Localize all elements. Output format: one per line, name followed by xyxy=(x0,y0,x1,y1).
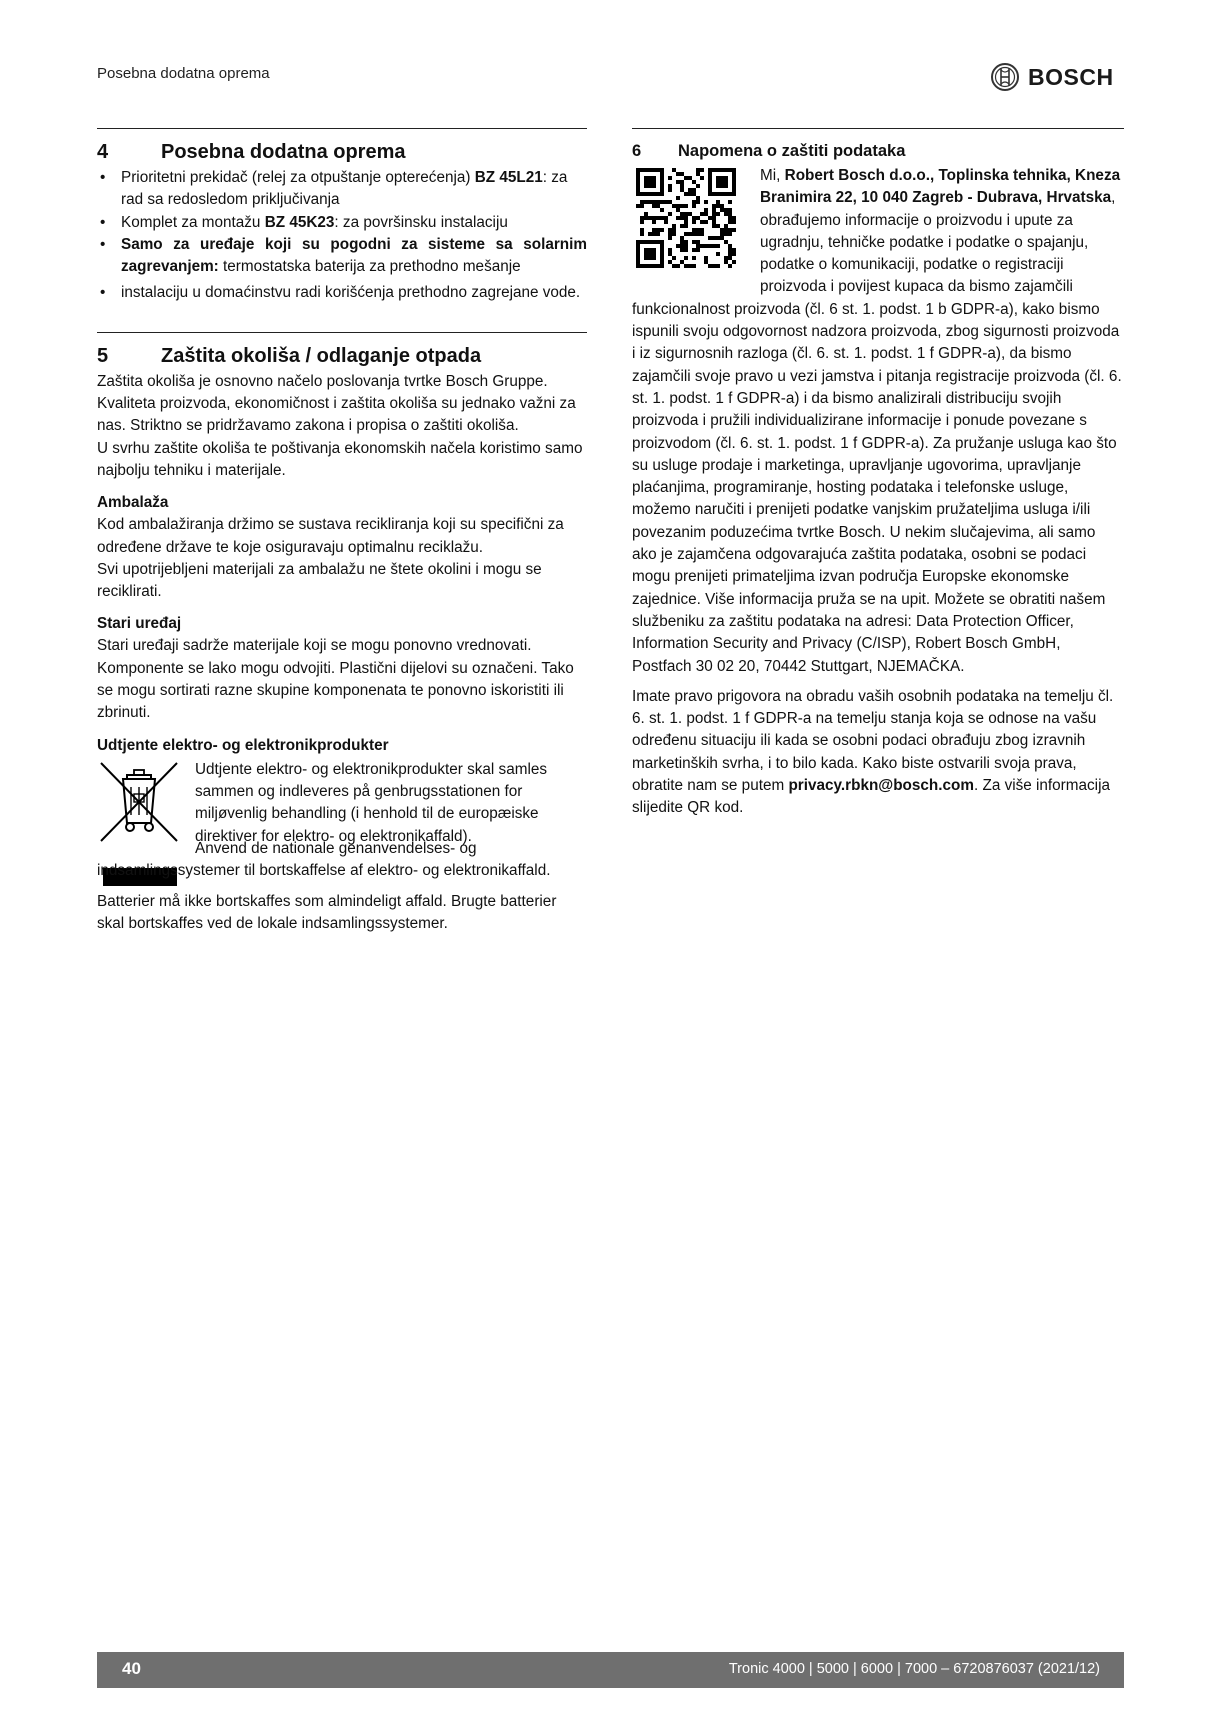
section-title: Zaštita okoliša / odlaganje otpada xyxy=(161,344,482,367)
subheading-old-device: Stari uređaj xyxy=(97,615,182,633)
section-title: Posebna dodatna oprema xyxy=(161,141,406,163)
paragraph: Anvend de nationale genanvendelses- og indsamlingssystemer til bortskaffelse af elektro- og elektronikaffald. xyxy=(97,839,551,880)
section-5-heading xyxy=(97,343,587,369)
paragraph: Udtjente elektro- og elektronikprodukter skal samles sammen og indleveres på genbrugsstationen for miljøvenlig behandling (i henhold til de europæiske direktiver for elektro- og elektronikaffald). xyxy=(195,760,547,845)
right-column xyxy=(632,128,1124,820)
paragraph: U svrhu zaštite okoliša te poštivanja ekonomskih načela koristimo samo najbolju tehniku i materijale. xyxy=(97,439,583,479)
paragraph: funkcionalnost proizvoda (čl. 6 st. 1. podst. 1 b GDPR-a), kako bismo ispunili svoju odgovornost nadzora proizvoda, zbog sigurnosti proizvoda i iz sigurnosnih razloga (čl. 6. st. 1. podst. 1 f GDPR-a), da bismo zajamčili svoje pravo u vezi jamstva i pitanja registracije proizvoda (čl. 6. st. 1. podst. 1 f GDPR-a) i da bismo analizirali distribuciju svojih proizvoda i pružili individualizirane informacije i ponude povezane s proizvodom (čl. 6. st. 1. podst. 1 f GDPR-a). Za pružanje usluga kao što su usluge prodaje i marketinga, upravljanje ugovorima, upravljanje plaćanjima, programiranje, hosting podataka i telefonske usluge, možemo naručiti i prenijeti podatke vanjskim pružateljima usluga i/ili povezanim poduzećima tvrtke Bosch. U nekim slučajevima, ali samo ako je zajamčena odgovarajuća zaštita podataka, osobni se podaci mogu prenijeti primateljima izvan područja Europske ekonomske zajednice. Više informacija pruža se na upit. Možete se obratiti našem službeniku za zaštitu podataka na adresi: Data Protection Officer, Information Security and Privacy (C/ISP), Robert Bosch GmbH, Postfach 30 02 20, 70442 Stuttgart, NJEMAČKA. xyxy=(632,300,1122,675)
accessory-list xyxy=(97,167,587,305)
paragraph: Zaštita okoliša je osnovno načelo poslovanja tvrtke Bosch Gruppe. Kvaliteta proizvoda, ekonomičnost i zaštita okoliša su jednako važni za nas. Striktno se pridržavamo zakona i propisa o zaštiti okoliša. xyxy=(97,372,576,435)
page-number: 40 xyxy=(122,1659,141,1678)
paragraph: Stari uređaji sadrže materijale koji se mogu ponovno vrednovati. Komponente se lako mogu odvojiti. Plastični dijelovi su označeni. Tako se mogu sortirati razne skupine komponenata te ponovno iskoristiti ili zbrinuti. xyxy=(97,637,574,722)
section-4-heading xyxy=(97,139,587,165)
section-rule xyxy=(97,332,587,333)
paragraph: Batterier må ikke bortskaffes som almindeligt affald. Brugte batterier skal bortskaffes ved de lokale indsamlingssystemer. xyxy=(97,892,557,932)
section-number: 5 xyxy=(97,344,109,367)
section-rule xyxy=(97,128,587,129)
paragraph: Kod ambalažiranja držimo se sustava recikliranja koji su specifični za određene države te koje osiguravaju optimalnu reciklažu. xyxy=(97,516,564,556)
bosch-armature-icon xyxy=(990,62,1020,92)
crossed-out-wheelie-bin-icon xyxy=(97,759,181,845)
subheading-weee: Udtjente elektro- og elektronikprodukter xyxy=(97,736,389,754)
section-6-heading xyxy=(632,139,1124,163)
section-rule xyxy=(632,128,1124,129)
paragraph: Mi, Robert Bosch d.o.o., Toplinska tehnika, Kneza Branimira 22, 10 040 Zagreb - Dubrava, Hrvatska, obrađujemo informacije o proizvodu i upute za ugradnju, tehničke podatke i podatke o spajanju, podatke o komunikaciji, podatke o registraciji proizvoda i povijest kupaca da bismo zajamčili xyxy=(760,167,1121,296)
subheading-packaging: Ambalaža xyxy=(97,494,169,512)
bosch-logo xyxy=(990,62,1114,92)
list-item: • Prioritetni prekidač (relej za otpuštanje opterećenja) BZ 45L21: za rad sa redosledom priključivanja xyxy=(97,167,587,212)
left-column xyxy=(97,128,587,935)
running-header: Posebna dodatna oprema xyxy=(97,65,270,82)
section-number: 6 xyxy=(632,142,642,160)
brand-wordmark: BOSCH xyxy=(1028,63,1114,90)
section-title: Napomena o zaštiti podataka xyxy=(678,142,906,160)
page-footer xyxy=(97,1652,1124,1688)
privacy-email-link[interactable]: privacy.rbkn@bosch.com xyxy=(788,777,974,795)
section-number: 4 xyxy=(97,141,109,163)
paragraph: Svi upotrijebljeni materijali za ambalažu ne štete okolini i mogu se reciklirati. xyxy=(97,560,542,601)
list-item: • Samo za uređaje koji su pogodni za sisteme sa solarnim zagrevanjem: termostatska baterija za prethodno mešanje xyxy=(97,234,587,279)
qr-code-icon[interactable] xyxy=(636,168,736,268)
list-item: • instalaciju u domaćinstvu radi korišćenja prethodno zagrejane vode. xyxy=(97,282,587,304)
list-item: • Komplet za montažu BZ 45K23: za površinsku instalaciju xyxy=(97,212,587,234)
document-reference: Tronic 4000 | 5000 | 6000 | 7000 – 6720876037 (2021/12) xyxy=(728,1661,1100,1677)
privacy-intro xyxy=(632,165,1124,299)
paragraph: Imate pravo prigovora na obradu vaših osobnih podataka na temelju čl. 6. st. 1. podst. 1 f GDPR-a na temelju stanja koja se odnose na vašu određenu situaciju ili kada se osobni podaci obrađuju zbog izravnih marketinških svrha, i to bilo kada. Kako biste ostvarili svoja prava, obratite nam se putem privacy.rbkn@bosch.com. Za više informacija slijedite QR kod. xyxy=(632,687,1114,817)
